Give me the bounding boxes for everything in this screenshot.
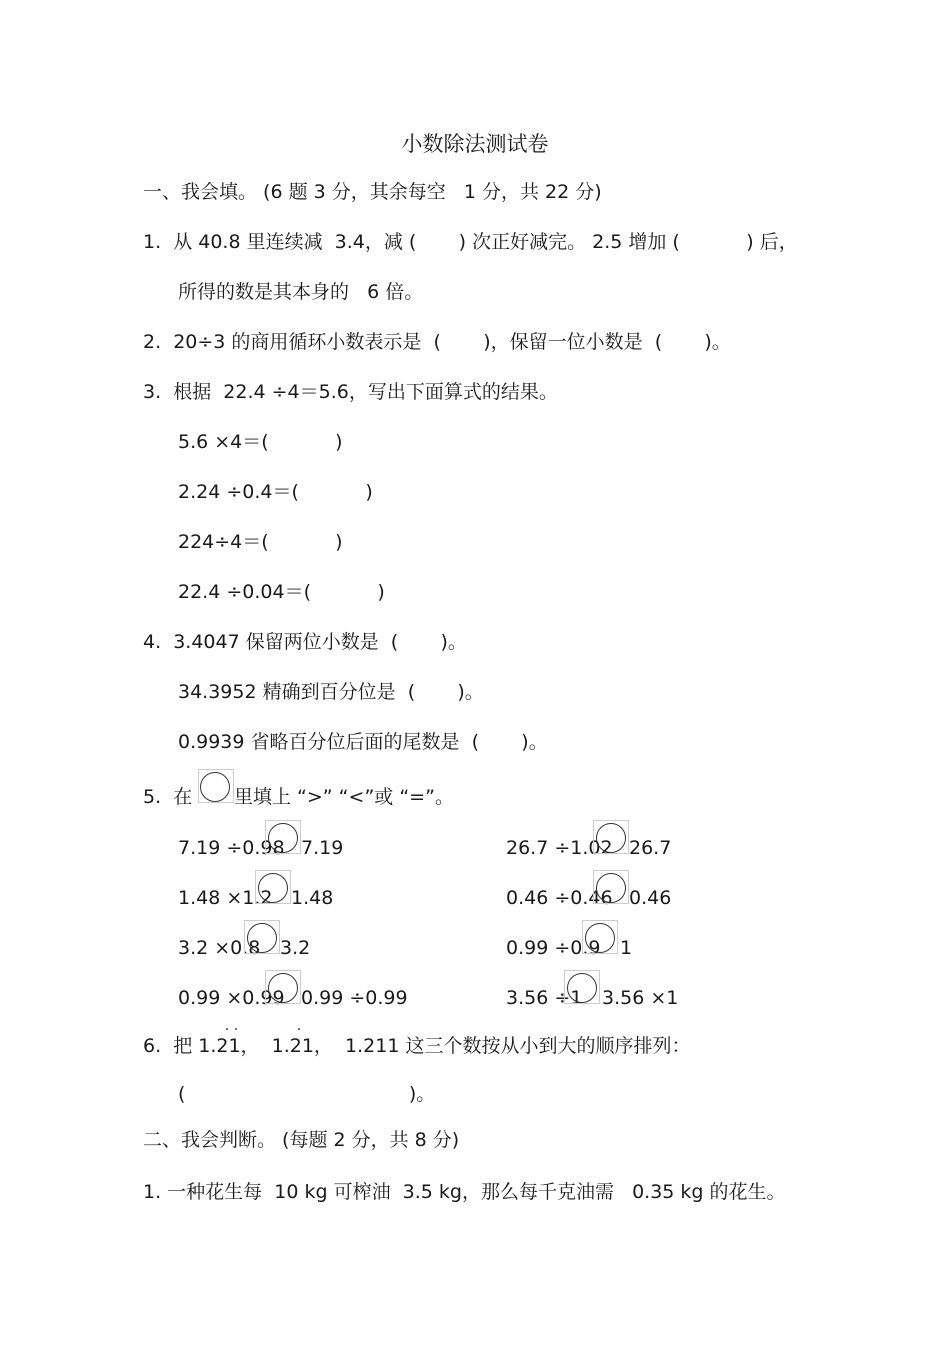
- q1-line2: 所得的数是其本身的 6 倍。: [178, 281, 424, 303]
- q3: 3. 根据 22.4 ÷4＝5.6，写出下面算式的结果。: [143, 381, 558, 403]
- repeat-dot: [226, 1028, 228, 1030]
- compare-right: 26.7: [629, 837, 672, 859]
- compare-left: 0.46 ÷0.46: [506, 887, 613, 909]
- q5-suffix: 里填上 “>” “<”或 “=”。: [234, 786, 454, 808]
- compare-right: 1.48: [291, 887, 334, 909]
- q5-prefix: 5. 在: [143, 786, 193, 808]
- q6-line1: 6. 把 1.21， 1.21， 1.211 这三个数按从小到大的顺序排列：: [143, 1035, 691, 1057]
- compare-right: 0.99 ÷0.99: [301, 987, 408, 1009]
- compare-right: 3.56 ×1: [602, 987, 679, 1009]
- compare-circle[interactable]: [268, 823, 298, 853]
- compare-left: 0.99 ×0.99: [178, 987, 285, 1009]
- compare-circle[interactable]: [258, 873, 288, 903]
- s2-q1: 1. 一种花生每 10 kg 可榨油 3.5 kg，那么每千克油需 0.35 kg 的花生。: [143, 1181, 786, 1203]
- repeat-dot: [235, 1028, 237, 1030]
- q4-line1: 4. 3.4047 保留两位小数是 ( )。: [143, 631, 467, 653]
- q1-line1: 1. 从 40.8 里连续减 3.4，减 ( ) 次正好减完。 2.5 增加 ( ) 后，: [143, 231, 798, 253]
- compare-left: 0.99 ÷0.9: [506, 937, 601, 959]
- compare-circle[interactable]: [596, 873, 626, 903]
- compare-circle[interactable]: [247, 923, 277, 953]
- q6-line2: ( )。: [178, 1083, 436, 1105]
- compare-circle[interactable]: [585, 923, 615, 953]
- compare-left: 1.48 ×1.2: [178, 887, 273, 909]
- compare-circle[interactable]: [596, 823, 626, 853]
- compare-left: 3.56 ÷1: [506, 987, 583, 1009]
- compare-left: 3.2 ×0.8: [178, 937, 261, 959]
- q4-line2: 34.3952 精确到百分位是 ( )。: [178, 681, 484, 703]
- q3-item-4: 22.4 ÷0.04＝( ): [178, 581, 385, 603]
- repeat-dot: [298, 1028, 300, 1030]
- section2-heading: 二、我会判断。 (每题 2 分，共 8 分): [143, 1129, 460, 1151]
- compare-circle[interactable]: [567, 973, 597, 1003]
- compare-left: 26.7 ÷1.02: [506, 837, 613, 859]
- q3-item-3: 224÷4＝( ): [178, 531, 343, 553]
- compare-right: 7.19: [301, 837, 344, 859]
- circle-blank: [200, 772, 230, 802]
- compare-right: 0.46: [629, 887, 672, 909]
- q3-item-1: 5.6 ×4＝( ): [178, 431, 343, 453]
- compare-right: 1: [620, 937, 633, 959]
- compare-right: 3.2: [280, 937, 311, 959]
- compare-circle[interactable]: [268, 973, 298, 1003]
- q3-item-2: 2.24 ÷0.4＝( ): [178, 481, 373, 503]
- compare-left: 7.19 ÷0.98: [178, 837, 285, 859]
- page-title: 小数除法测试卷: [401, 132, 549, 156]
- q2: 2. 20÷3 的商用循环小数表示是 ( )，保留一位小数是 ( )。: [143, 331, 731, 353]
- q4-line3: 0.9939 省略百分位后面的尾数是 ( )。: [178, 731, 548, 753]
- section1-heading: 一、我会填。 (6 题 3 分，其余每空 1 分，共 22 分): [143, 181, 602, 203]
